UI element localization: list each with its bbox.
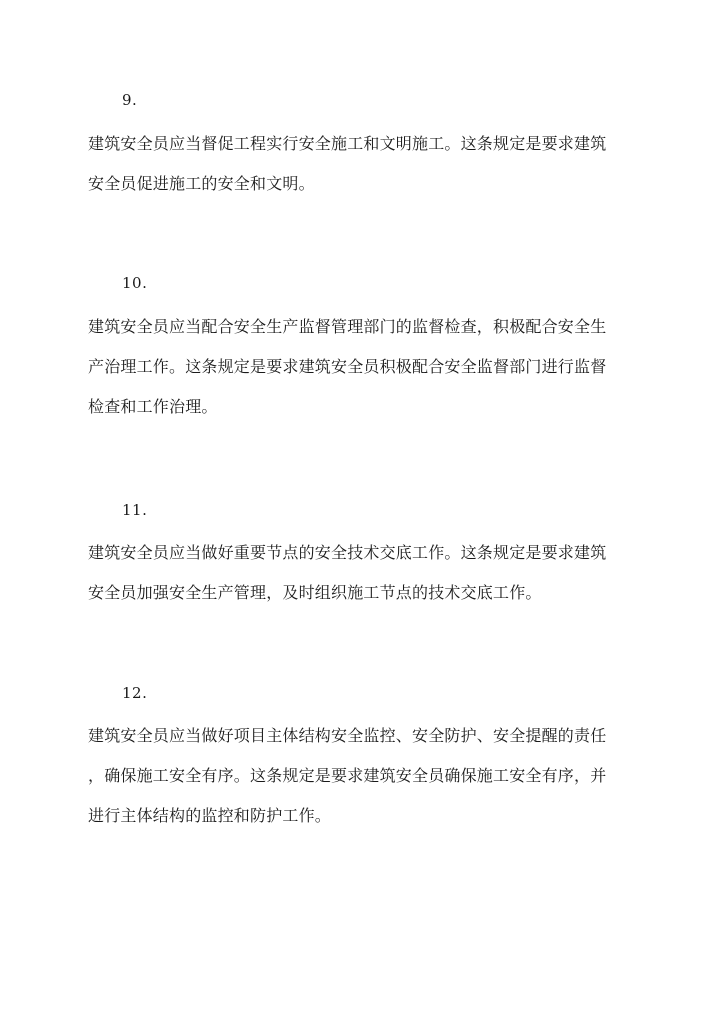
clause-text xyxy=(88,307,648,427)
text-line: 建筑安全员应当督促工程实行安全施工和文明施工。这条规定是要求建筑 xyxy=(88,134,607,153)
clause-number: 11. xyxy=(122,501,148,519)
clause-number: 12. xyxy=(122,684,148,702)
text-line: 进行主体结构的监控和防护工作。 xyxy=(88,806,332,825)
clause-number: 10. xyxy=(122,274,148,292)
clause-text xyxy=(88,533,648,613)
text-line: 建筑安全员应当做好项目主体结构安全监控、安全防护、安全提醒的责任 xyxy=(88,726,607,745)
text-line: 安全员加强安全生产管理，及时组织施工节点的技术交底工作。 xyxy=(88,583,542,602)
text-line: 安全员促进施工的安全和文明。 xyxy=(88,174,315,193)
text-line: 检查和工作治理。 xyxy=(88,397,218,416)
text-line: 产治理工作。这条规定是要求建筑安全员积极配合安全监督部门进行监督 xyxy=(88,357,607,376)
clause-text xyxy=(88,124,648,204)
text-line: 建筑安全员应当做好重要节点的安全技术交底工作。这条规定是要求建筑 xyxy=(88,543,607,562)
clause-number: 9. xyxy=(122,91,138,109)
text-line: ，确保施工安全有序。这条规定是要求建筑安全员确保施工安全有序，并 xyxy=(88,766,607,785)
text-line: 建筑安全员应当配合安全生产监督管理部门的监督检查，积极配合安全生 xyxy=(88,317,607,336)
clause-text xyxy=(88,716,648,836)
